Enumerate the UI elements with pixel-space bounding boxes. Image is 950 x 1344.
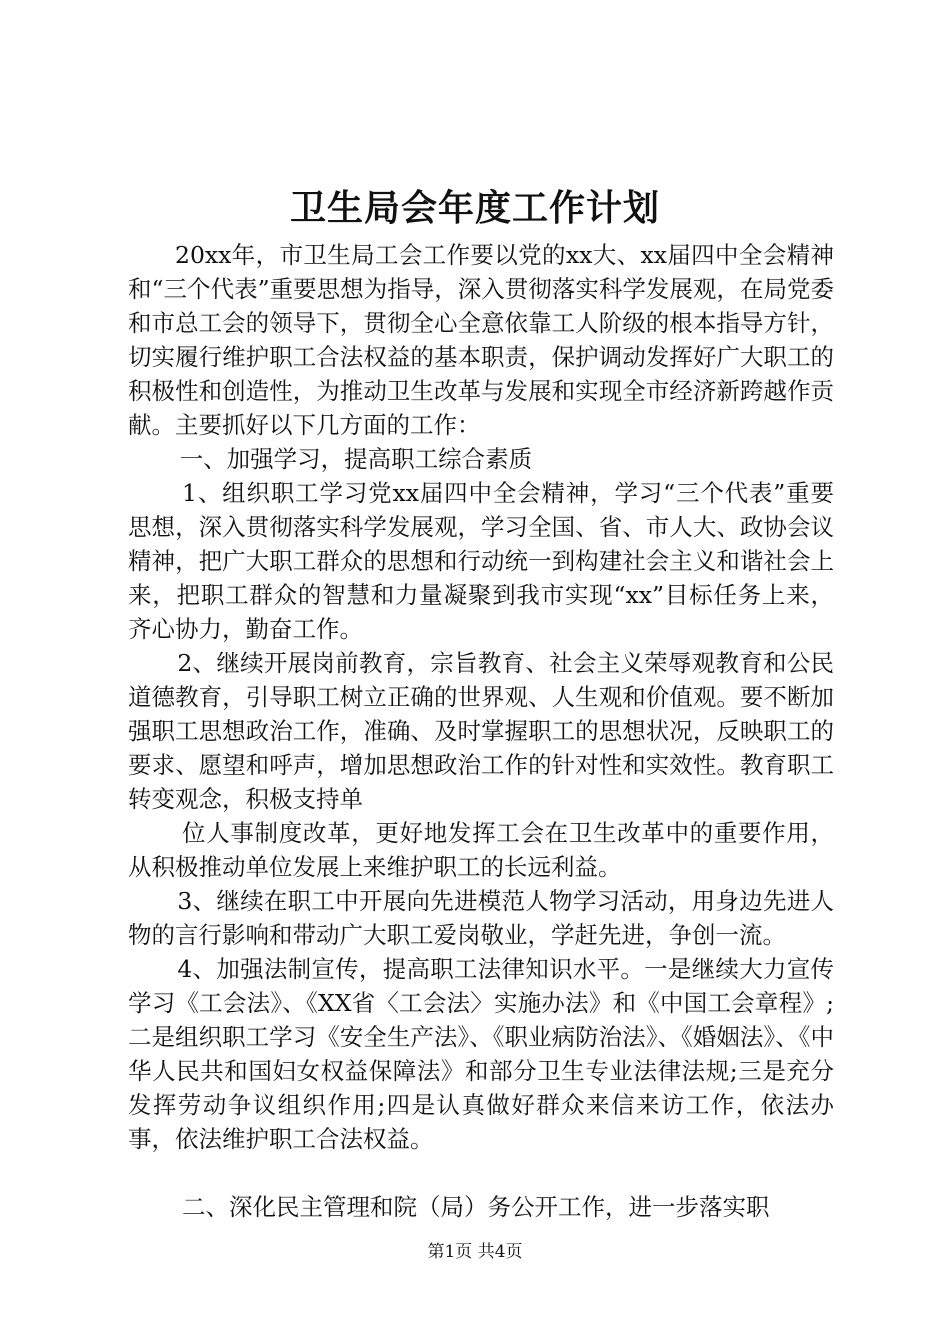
intro-paragraph: 20xx年，市卫生局工会工作要以党的xx大、xx届四中全会精神和“三个代表”重要思想为指导，深入贯彻落实科学发展观，在局党委和市总工会的领导下，贯彻全心全意依靠工人阶级的根本指导方针，切实履行维护职工合法权益的基本职责，保护调动发挥好广大职工的积极性和创造性，为推动卫生改革与发展和实现全市经济新跨越作贡献。主要抓好以下几方面的工作： — [128, 241, 834, 439]
item-paragraph-1: 1、组织职工学习党xx届四中全会精神，学习“三个代表”重要思想，深入贯彻落实科学发展观，学习全国、省、市人大、政协会议精神，把广大职工群众的思想和行动统一到构建社会主义和谐社会上来，把职工群众的智慧和力量凝聚到我市实现“xx”目标任务上来，齐心协力，勤奋工作。 — [128, 479, 834, 643]
page-footer: 第1页 共4页 — [427, 1242, 523, 1262]
item-paragraph-2: 2、继续开展岗前教育，宗旨教育、社会主义荣辱观教育和公民道德教育，引导职工树立正确的世界观、人生观和价值观。要不断加强职工思想政治工作，准确、及时掌握职工的思想状况，反映职工的要求、愿望和呼声，增加思想政治工作的针对性和实效性。教育职工转变观念，积极支持单 — [128, 649, 834, 813]
section-heading-2: 二、深化民主管理和院（局）务公开工作，进一步落实职 — [182, 1193, 770, 1221]
document-body — [128, 238, 834, 1224]
section-heading-1: 一、加强学习，提高职工综合素质 — [179, 445, 533, 473]
continuation-paragraph: 位人事制度改革，更好地发挥工会在卫生改革中的重要作用，从积极推动单位发展上来维护职工的长远利益。 — [128, 819, 834, 881]
item-paragraph-4: 4、加强法制宣传，提高职工法律知识水平。一是继续大力宣传学习《工会法》、《XX省〈工会法〉实施办法》和《中国工会章程》;二是组织职工学习《安全生产法》、《职业病防治法》、《婚姻法》、《中华人民共和国妇女权益保障法》和部分卫生专业法律法规;三是充分发挥劳动争议组织作用;四是认真做好群众来信来访工作，依法办事，依法维护职工合法权益。 — [128, 955, 834, 1153]
document-title: 卫生局会年度工作计划 — [289, 187, 660, 229]
item-paragraph-3: 3、继续在职工中开展向先进模范人物学习活动，用身边先进人物的言行影响和带动广大职工爱岗敬业，学赶先进，争创一流。 — [128, 887, 834, 949]
